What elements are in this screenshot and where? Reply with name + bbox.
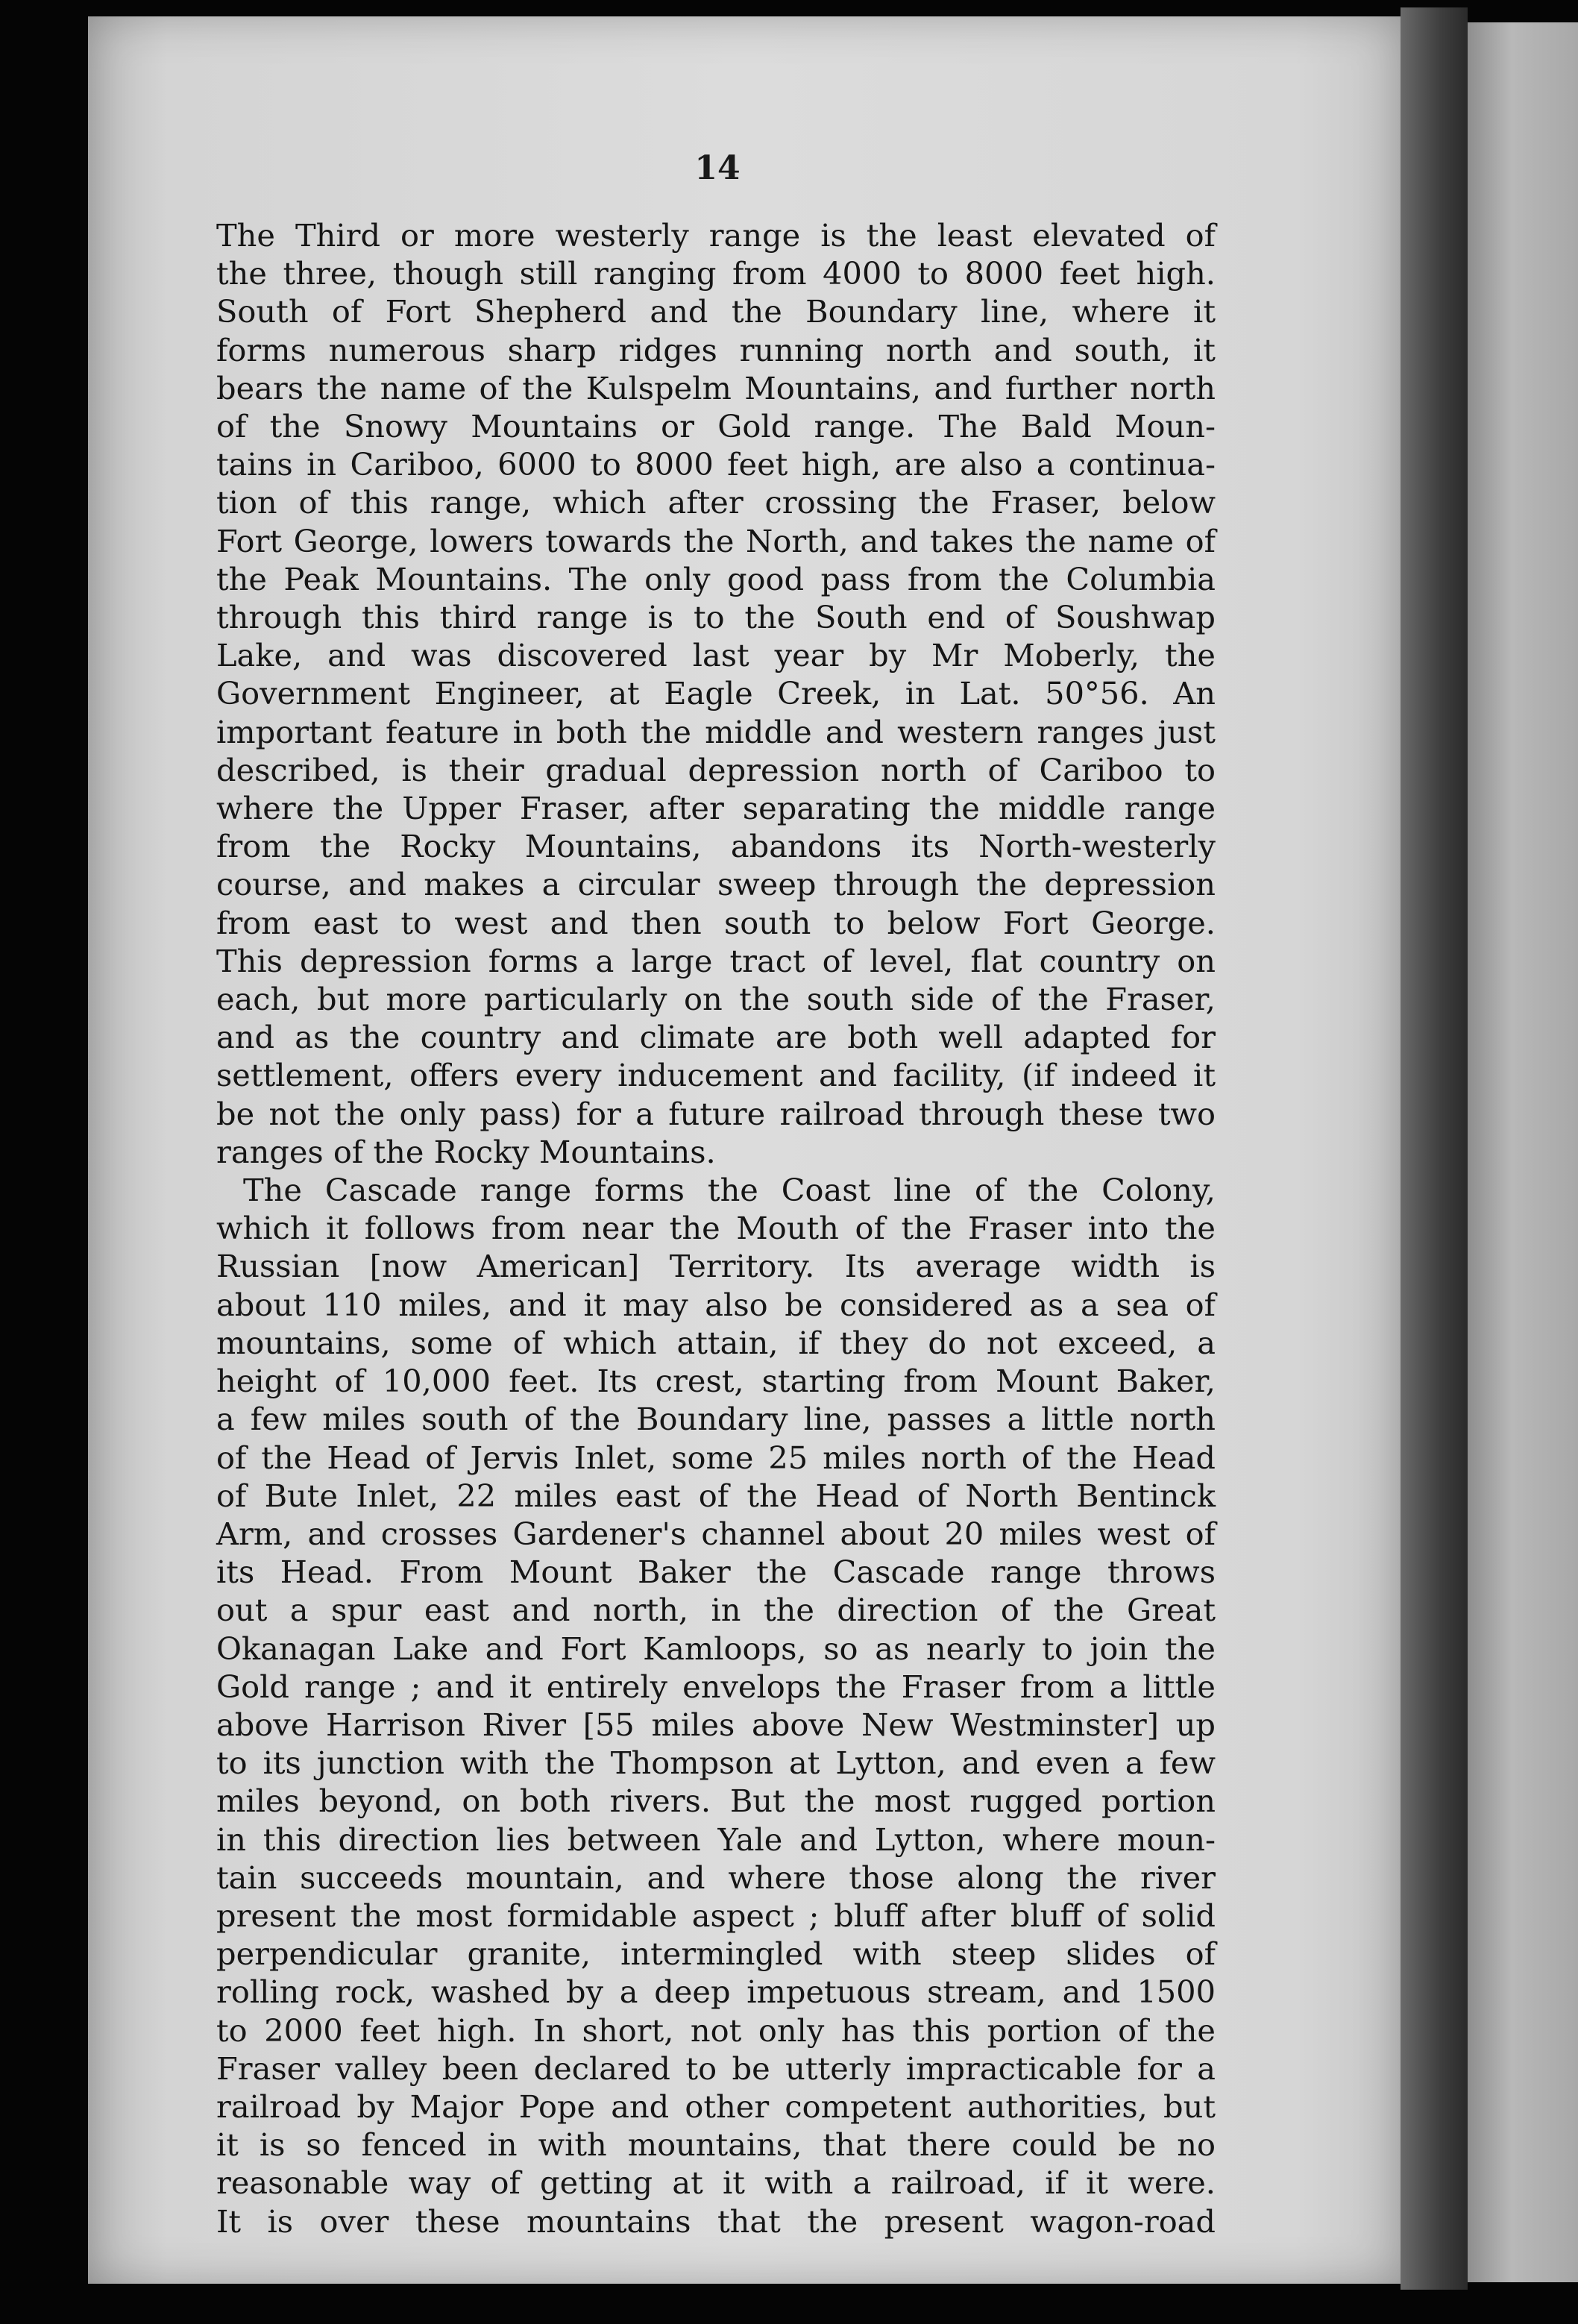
text-line: tion of this range, which after crossing the Fraser, below	[216, 484, 1216, 521]
text-line: rolling rock, washed by a deep impetuous stream, and 1500	[216, 1973, 1216, 2011]
book-gutter	[1401, 7, 1468, 2290]
text-line: It is over these mountains that the present wagon-road	[216, 2202, 1216, 2240]
text-line: from the Rocky Mountains, abandons its North-westerly	[216, 828, 1216, 865]
text-line: Government Engineer, at Eagle Creek, in Lat. 50°56. An	[216, 675, 1216, 712]
text-line: forms numerous sharp ridges running north and south, it	[216, 331, 1216, 368]
facing-page-edge	[1468, 22, 1578, 2282]
text-line: about 110 miles, and it may also be considered as a sea of	[216, 1286, 1216, 1323]
text-line: present the most formidable aspect ; bluff after bluff of solid	[216, 1897, 1216, 1934]
text-line: in this direction lies between Yale and Lytton, where moun-	[216, 1821, 1216, 1858]
text-line: mountains, some of which attain, if they do not exceed, a	[216, 1324, 1216, 1361]
text-line: of the Snowy Mountains or Gold range. The Bald Moun-	[216, 408, 1216, 445]
text-line: perpendicular granite, intermingled with steep slides of	[216, 1935, 1216, 1973]
body-text	[216, 216, 1216, 2240]
text-line: South of Fort Shepherd and the Boundary line, where it	[216, 293, 1216, 330]
text-line: Lake, and was discovered last year by Mr Moberly, the	[216, 637, 1216, 674]
text-line: through this third range is to the South end of Soushwap	[216, 599, 1216, 636]
text-line: This depression forms a large tract of level, flat country on	[216, 942, 1216, 979]
text-line: the three, though still ranging from 4000 to 8000 feet high.	[216, 255, 1216, 292]
text-line: Fraser valley been declared to be utterly impracticable for a	[216, 2050, 1216, 2087]
text-line: reasonable way of getting at it with a railroad, if it were.	[216, 2164, 1216, 2202]
text-line: Okanagan Lake and Fort Kamloops, so as nearly to join the	[216, 1630, 1216, 1667]
text-line: from east to west and then south to below Fort George.	[216, 904, 1216, 941]
text-line: miles beyond, on both rivers. But the most rugged portion	[216, 1783, 1216, 1820]
text-line: height of 10,000 feet. Its crest, starting from Mount Baker,	[216, 1363, 1216, 1400]
text-line: tains in Cariboo, 6000 to 8000 feet high, are also a continua-	[216, 446, 1216, 483]
text-line: a few miles south of the Boundary line, passes a little north	[216, 1401, 1216, 1438]
text-line: railroad by Major Pope and other competent authorities, but	[216, 2088, 1216, 2125]
text-line: bears the name of the Kulspelm Mountains, and further north	[216, 369, 1216, 406]
text-line: Fort George, lowers towards the North, and takes the name of	[216, 522, 1216, 559]
text-line: The Third or more westerly range is the least elevated of	[216, 217, 1216, 254]
text-line: of the Head of Jervis Inlet, some 25 miles north of the Head	[216, 1439, 1216, 1476]
text-line: its Head. From Mount Baker the Cascade range throws	[216, 1554, 1216, 1591]
text-line: above Harrison River [55 miles above New Westminster] up	[216, 1706, 1216, 1743]
text-line: be not the only pass) for a future railroad through these two	[216, 1095, 1216, 1132]
text-line: of Bute Inlet, 22 miles east of the Head of North Bentinck	[216, 1477, 1216, 1514]
text-line: The Cascade range forms the Coast line of the Colony,	[243, 1172, 1216, 1209]
text-line: Arm, and crosses Gardener's channel about 20 miles west of	[216, 1515, 1216, 1552]
text-line: Gold range ; and it entirely envelops the Fraser from a little	[216, 1668, 1216, 1705]
text-line: the Peak Mountains. The only good pass from the Columbia	[216, 560, 1216, 597]
text-line: to 2000 feet high. In short, not only has this portion of the	[216, 2011, 1216, 2049]
page-number: 14	[694, 149, 741, 187]
text-line: important feature in both the middle and western ranges just	[216, 713, 1216, 750]
text-line: described, is their gradual depression north of Cariboo to	[216, 751, 1216, 788]
text-line: each, but more particularly on the south side of the Fraser,	[216, 981, 1216, 1018]
text-line: out a spur east and north, in the direction of the Great	[216, 1592, 1216, 1629]
text-line: it is so fenced in with mountains, that there could be no	[216, 2126, 1216, 2164]
text-line: and as the country and climate are both well adapted for	[216, 1019, 1216, 1056]
text-line: ranges of the Rocky Mountains.	[216, 1133, 716, 1170]
text-line: tain succeeds mountain, and where those along the river	[216, 1859, 1216, 1896]
text-line: where the Upper Fraser, after separating the middle range	[216, 790, 1216, 827]
text-line: to its junction with the Thompson at Lytton, and even a few	[216, 1744, 1216, 1782]
text-line: settlement, offers every inducement and facility, (if indeed it	[216, 1057, 1216, 1094]
text-line: course, and makes a circular sweep through the depression	[216, 866, 1216, 903]
text-line: Russian [now American] Territory. Its average width is	[216, 1248, 1216, 1285]
text-line: which it follows from near the Mouth of the Fraser into the	[216, 1210, 1216, 1247]
